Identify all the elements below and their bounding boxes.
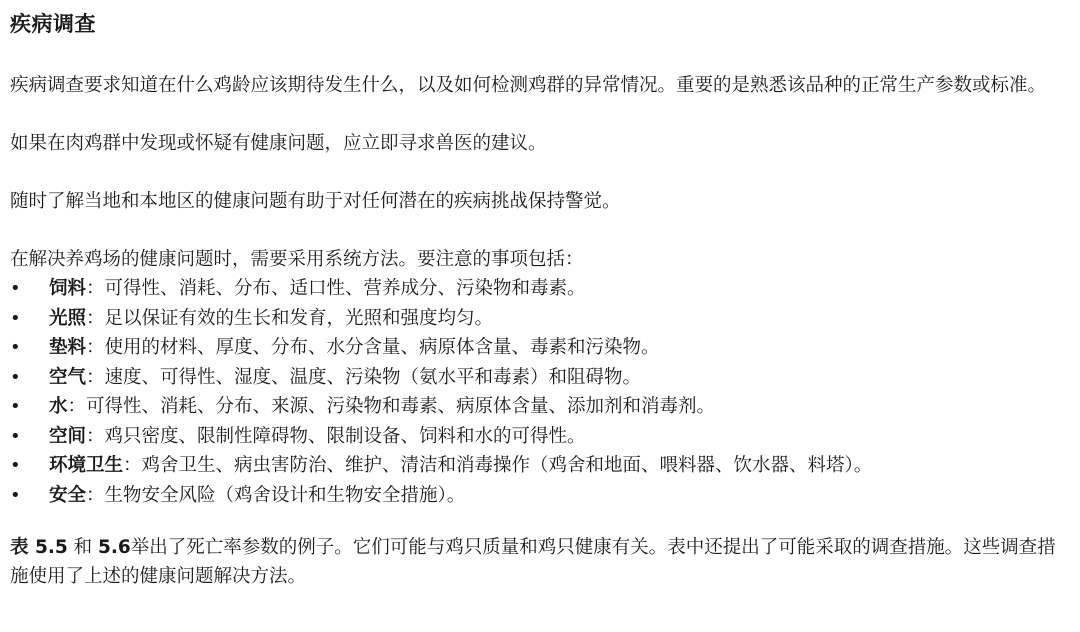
item-separator: ： [86,425,105,447]
table-ref-a: 表 5.5 [10,537,68,558]
item-separator: ： [67,396,87,417]
item-term: 空气 [49,366,87,388]
item-text: 可得性、消耗、分布、适口性、营养成分、污染物和毒素。 [104,278,586,299]
paragraph-intro: 疾病调查要求知道在什么鸡龄应该期待发生什么，以及如何检测鸡群的异常情况。重要的是熟悉该品种的正常生产参数或标准。 [10,75,1047,96]
item-term: 垫料 [49,337,87,358]
item-text: 鸡舍卫生、病虫害防治、维护、清洁和消毒操作（鸡舍和地面、喂料器、饮水器、料塔）。 [141,455,873,476]
list-item-litter [10,333,1070,363]
bullet-icon: • [10,307,21,329]
item-term: 环境卫生 [49,455,124,476]
section-heading: 疾病调查 [10,12,96,36]
paragraph-vet-advice: 如果在肉鸡群中发现或怀疑有健康问题，应立即寻求兽医的建议。 [10,133,547,154]
item-text: 鸡只密度、限制性障碍物、限制设备、饲料和水的可得性。 [104,425,586,447]
bullet-icon: • [10,396,21,417]
list-item-water [10,392,1070,422]
item-separator: ： [86,337,105,358]
item-text: 使用的材料、厚度、分布、水分含量、病原体含量、毒素和污染物。 [104,337,660,358]
item-term: 水 [49,396,68,417]
item-text: 速度、可得性、湿度、温度、污染物（氨水平和毒素）和阻碍物。 [104,366,642,388]
list-item-air [10,363,1070,393]
bullet-icon: • [10,425,21,447]
item-term: 空间 [49,425,87,447]
table-ref-conjunction: 和 [67,537,98,558]
paragraph-local-awareness: 随时了解当地和本地区的健康问题有助于对任何潜在的疾病挑战保持警觉。 [10,191,621,212]
paragraph-table-reference [10,533,1070,591]
item-separator: ： [86,278,105,299]
bullet-icon: • [10,278,21,299]
item-term: 安全 [49,484,87,506]
item-separator: ： [86,484,105,506]
table-ref-b: 5.6 [97,537,131,558]
closing-text: 举出了死亡率参数的例子。它们可能与鸡只质量和鸡只健康有关。表中还提出了可能采取的调查措施。这些调查措施使用了上述的健康问题解决方法。 [10,537,1056,587]
checklist [10,274,1070,510]
list-item-sanitation [10,451,1070,481]
list-item-lighting [10,304,1070,334]
list-item-space [10,422,1070,452]
item-separator: ： [86,366,105,388]
list-item-feed [10,274,1070,304]
bullet-icon: • [10,366,21,388]
item-separator: ： [86,307,105,329]
list-item-security [10,481,1070,511]
item-separator: ： [123,455,142,476]
bullet-icon: • [10,337,21,358]
item-term: 饲料 [49,278,87,299]
item-text: 足以保证有效的生长和发育，光照和强度均匀。 [104,307,494,329]
bullet-icon: • [10,455,21,476]
item-term: 光照 [49,307,87,329]
bullet-icon: • [10,484,21,506]
item-text: 可得性、消耗、分布、来源、污染物和毒素、病原体含量、添加剂和消毒剂。 [86,396,716,417]
item-text: 生物安全风险（鸡舍设计和生物安全措施）。 [104,484,466,506]
paragraph-systematic-approach: 在解决养鸡场的健康问题时，需要采用系统方法。要注意的事项包括： [10,249,584,270]
